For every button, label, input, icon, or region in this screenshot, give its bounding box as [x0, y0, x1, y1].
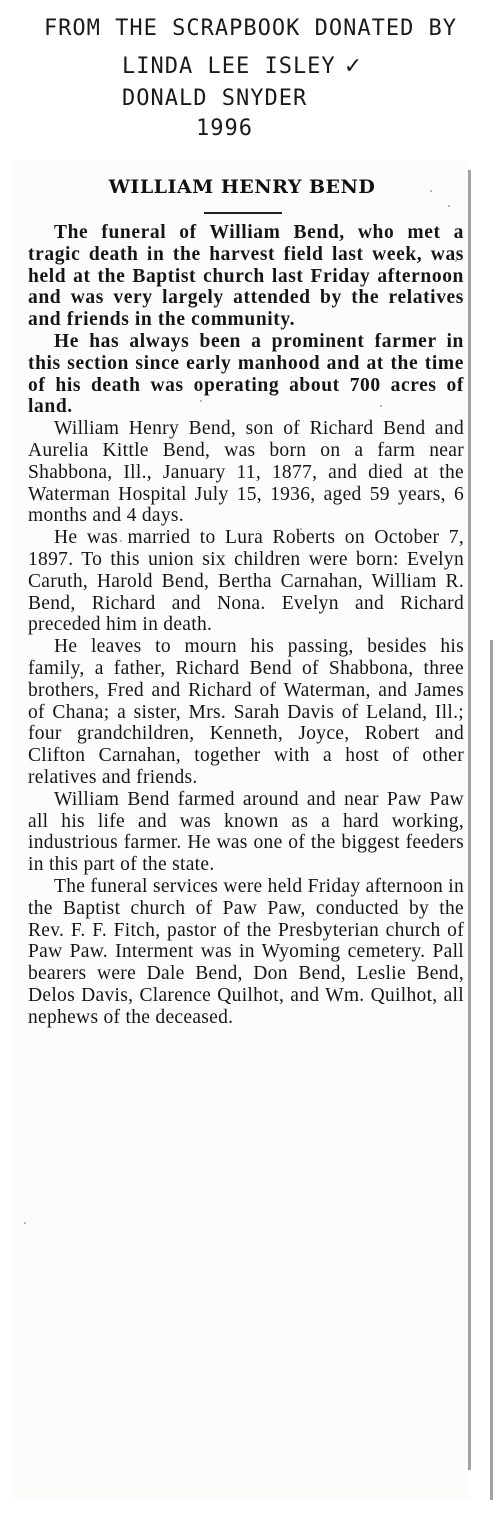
check-mark-icon: ✓: [343, 54, 364, 79]
article-paragraph: William Bend farmed around and near Paw Paw all his life and was known as a hard working, industrious farmer. He was one of the biggest feeders in this part of the state.: [28, 788, 464, 876]
article-paragraph: He leaves to mourn his passing, besides his family, a father, Richard Bend of Shabbona, three brothers, Fred and Richard of Waterman, and James of Chana; a sister, Mrs. Sarah Davis of Leland, Ill.; four grandchildren, Kenneth, Joyce, Robert and Clifton Carnahan, together with a host of other relatives and friends.: [28, 636, 464, 788]
article-paragraph: The funeral of William Bend, who met a tragic death in the harvest field last week, was held at the Baptist church last Friday afternoon and was very largely attended by the relatives and friends in the community.: [28, 222, 464, 331]
article-body: [28, 222, 464, 1028]
headline-rule: [204, 212, 282, 214]
article-paragraph: He was married to Lura Roberts on October 7, 1897. To this union six children were born: Evelyn Caruth, Harold Bend, Bertha Carnahan, William R. Bend, Richard and Nona. Evelyn and Richard preceded him in death.: [28, 527, 464, 636]
article-paragraph: He has always been a prominent farmer in this section since early manhood and at the time of his death was operating about 700 acres of land.: [28, 330, 464, 418]
article-paragraph: The funeral services were held Friday afternoon in the Baptist church of Paw Paw, conducted by the Rev. F. F. Fitch, pastor of the Presbyterian church of Paw Paw. Interment was in Wyoming cemetery. Pall bearers were Dale Bend, Don Bend, Leslie Bend, Delos Davis, Clarence Quilhot, and Wm. Quilhot, all nephews of the deceased.: [28, 875, 464, 1028]
donor-name-line: [122, 52, 363, 82]
article-paragraph: William Henry Bend, son of Richard Bend and Aurelia Kittle Bend, was born on a farm near Shabbona, Ill., January 11, 1877, and died at the Waterman Hospital July 15, 1936, aged 59 years, 6 months and 4 days.: [28, 418, 464, 527]
article-headline: WILLIAM HENRY BEND: [108, 176, 376, 198]
donor-name: LINDA LEE ISLEY: [122, 54, 336, 79]
clipping-edge-shadow: [468, 170, 471, 1470]
scrapbook-header-line: FROM THE SCRAPBOOK DONATED BY: [43, 16, 458, 41]
donation-year: 1996: [196, 116, 253, 141]
donor-name-second: DONALD SNYDER: [122, 86, 308, 111]
clipping-edge-shadow-outer: [490, 640, 493, 1500]
